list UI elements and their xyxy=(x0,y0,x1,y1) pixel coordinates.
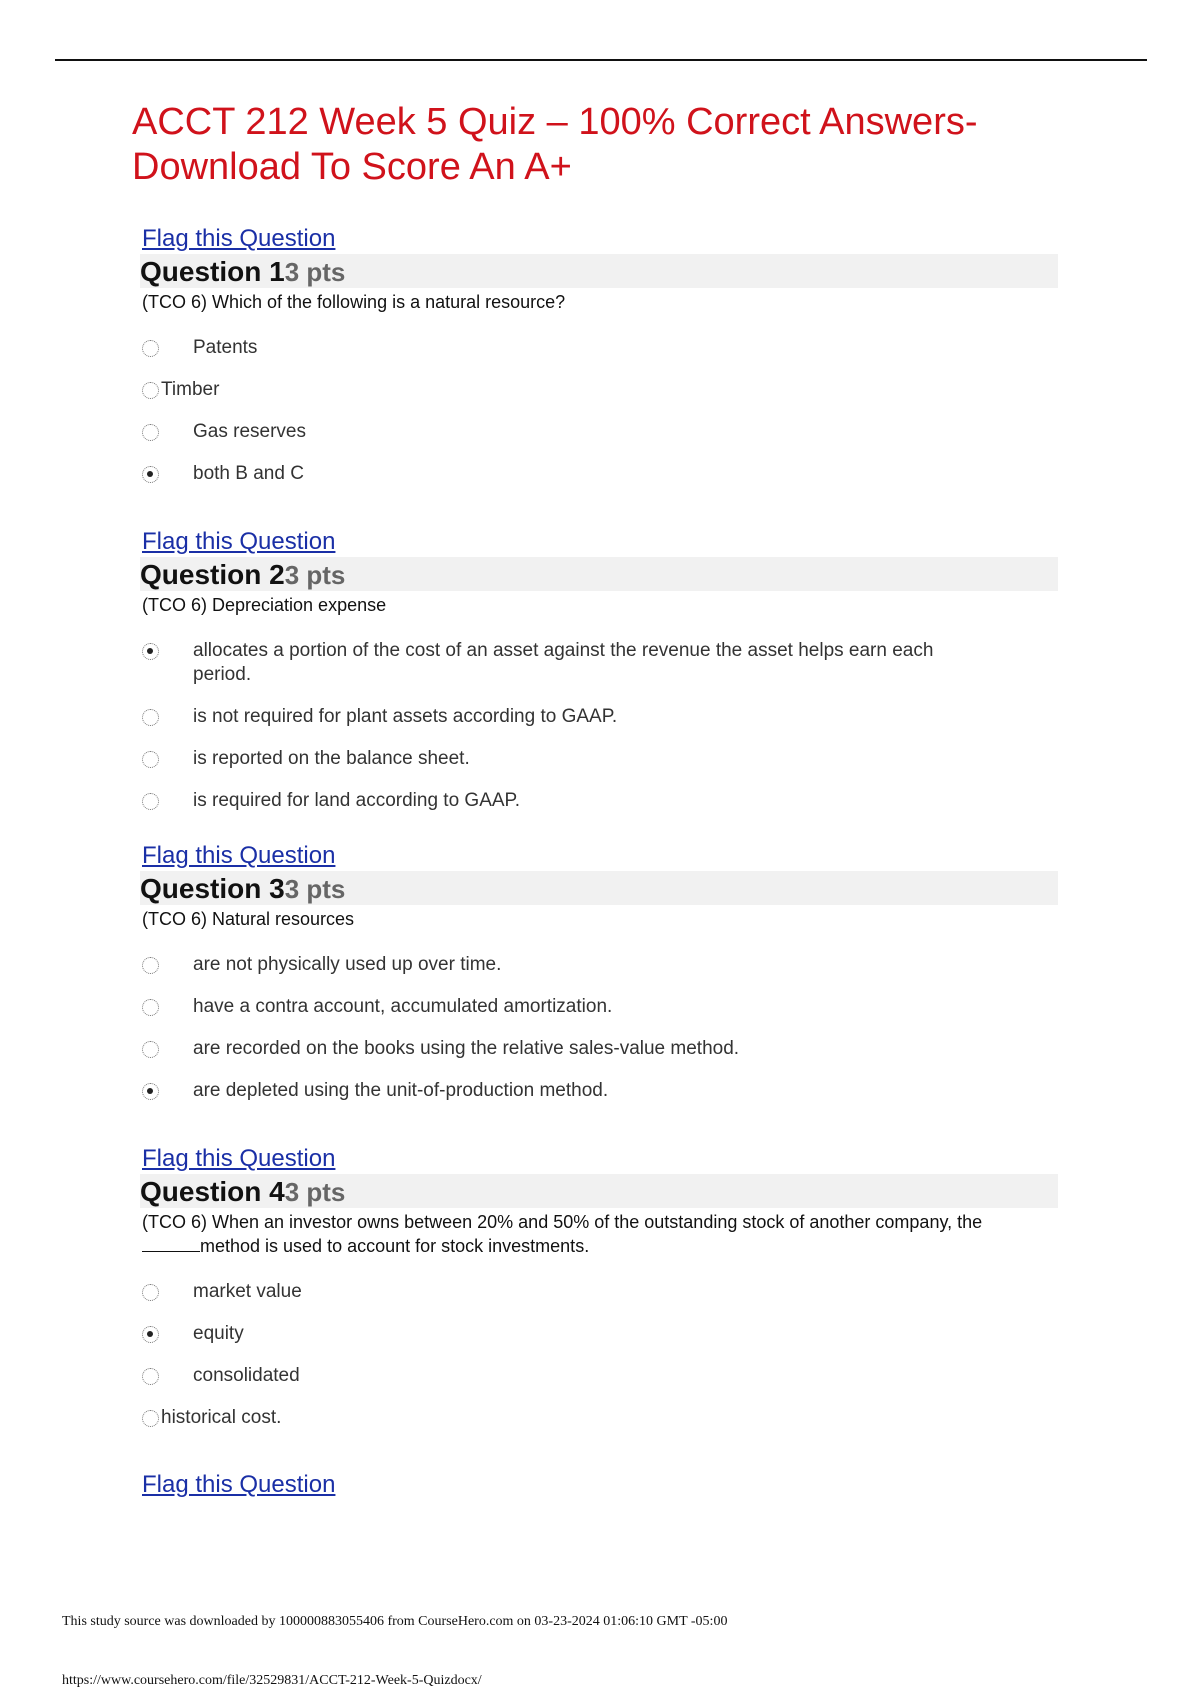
answer-option[interactable] xyxy=(142,336,1060,360)
answer-option[interactable] xyxy=(142,995,1060,1019)
question-block-3 xyxy=(142,841,1060,1121)
answer-option[interactable] xyxy=(142,639,1060,687)
top-rule xyxy=(55,59,1147,61)
answer-option[interactable] xyxy=(142,1079,1060,1103)
answer-options xyxy=(142,953,1060,1103)
answer-option-label: are recorded on the books using the relative sales-value method. xyxy=(193,1038,740,1059)
question-text-before-blank: (TCO 6) When an investor owns between 20% and 50% of the outstanding stock of another company, the xyxy=(142,1212,983,1232)
answer-option[interactable] xyxy=(142,1037,1060,1061)
answer-option-label: Gas reserves xyxy=(193,421,306,442)
answer-option[interactable] xyxy=(142,1364,1060,1388)
question-header xyxy=(140,557,1058,591)
question-points: 3 pts xyxy=(284,560,346,590)
question-points: 3 pts xyxy=(284,1177,346,1207)
radio-button[interactable] xyxy=(142,957,159,974)
radio-button-selected[interactable] xyxy=(142,643,159,660)
answer-option-label: are not physically used up over time. xyxy=(193,954,502,975)
question-text-after-blank: method is used to account for stock investments. xyxy=(200,1236,590,1256)
answer-option[interactable] xyxy=(142,1406,1060,1430)
flag-question-link[interactable]: Flag this Question xyxy=(142,528,336,555)
flag-question-link[interactable]: Flag this Question xyxy=(142,225,336,252)
answer-option-label: equity xyxy=(193,1323,244,1344)
answer-option[interactable] xyxy=(142,953,1060,977)
answer-option-label: are depleted using the unit-of-production method. xyxy=(193,1080,609,1101)
radio-button[interactable] xyxy=(142,1284,159,1301)
answer-option-label: historical cost. xyxy=(161,1407,282,1428)
answer-option[interactable] xyxy=(142,1322,1060,1346)
question-text: (TCO 6) Depreciation expense xyxy=(142,595,387,615)
radio-button[interactable] xyxy=(142,999,159,1016)
radio-button[interactable] xyxy=(142,340,159,357)
answer-option-label: is not required for plant assets according to GAAP. xyxy=(193,706,618,727)
question-block-2 xyxy=(142,527,1060,831)
flag-question-link[interactable]: Flag this Question xyxy=(142,842,336,869)
flag-question-link[interactable]: Flag this Question xyxy=(142,1145,336,1172)
question-block-1 xyxy=(142,224,1060,504)
question-points: 3 pts xyxy=(284,257,346,287)
radio-button[interactable] xyxy=(142,1041,159,1058)
answer-options xyxy=(142,639,1060,813)
radio-button[interactable] xyxy=(142,709,159,726)
flag-question-link[interactable]: Flag this Question xyxy=(142,1471,336,1498)
radio-button[interactable] xyxy=(142,1368,159,1385)
question-block-4 xyxy=(142,1144,1060,1448)
document-title: ACCT 212 Week 5 Quiz – 100% Correct Answers- Download To Score An A+ xyxy=(132,101,978,188)
answer-option[interactable] xyxy=(142,462,1060,486)
radio-button[interactable] xyxy=(142,424,159,441)
question-points: 3 pts xyxy=(284,874,346,904)
question-text xyxy=(142,1210,1060,1258)
answer-option-label: Patents xyxy=(193,337,258,358)
question-label: Question 1 xyxy=(140,256,285,287)
footer-source-note: This study source was downloaded by 100000883055406 from CourseHero.com on 03-23-2024 01:06:10 GMT -05:00 xyxy=(62,1614,728,1629)
question-label: Question 3 xyxy=(140,873,285,904)
answer-option[interactable] xyxy=(142,705,1060,729)
radio-button-selected[interactable] xyxy=(142,1083,159,1100)
question-text: (TCO 6) Natural resources xyxy=(142,909,355,929)
footer-url[interactable]: https://www.coursehero.com/file/32529831/ACCT-212-Week-5-Quizdocx/ xyxy=(62,1673,482,1688)
answer-options xyxy=(142,336,1060,486)
question-label: Question 2 xyxy=(140,559,285,590)
answer-option-label: both B and C xyxy=(193,463,304,484)
trailing-flag-block xyxy=(142,1470,1060,1500)
answer-option[interactable] xyxy=(142,378,1060,402)
answer-option-label: allocates a portion of the cost of an asset against the revenue the asset helps earn each period. xyxy=(193,640,934,685)
answer-option[interactable] xyxy=(142,1280,1060,1304)
radio-button-selected[interactable] xyxy=(142,1326,159,1343)
radio-button[interactable] xyxy=(142,793,159,810)
answer-option-label: consolidated xyxy=(193,1365,300,1386)
answer-option-label: Timber xyxy=(161,379,220,400)
answer-blank xyxy=(142,1251,200,1252)
answer-option-label: market value xyxy=(193,1281,302,1302)
answer-option[interactable] xyxy=(142,789,1060,813)
radio-button[interactable] xyxy=(142,1410,159,1427)
radio-button[interactable] xyxy=(142,751,159,768)
answer-option-label: have a contra account, accumulated amortization. xyxy=(193,996,613,1017)
question-header xyxy=(140,1174,1058,1208)
question-text: (TCO 6) Which of the following is a natural resource? xyxy=(142,292,566,312)
question-header xyxy=(140,871,1058,905)
answer-option[interactable] xyxy=(142,747,1060,771)
radio-button[interactable] xyxy=(142,382,159,399)
question-label: Question 4 xyxy=(140,1176,285,1207)
answer-option-label: is reported on the balance sheet. xyxy=(193,748,470,769)
question-header xyxy=(140,254,1058,288)
radio-button-selected[interactable] xyxy=(142,466,159,483)
answer-options xyxy=(142,1280,1060,1430)
answer-option[interactable] xyxy=(142,420,1060,444)
answer-option-label: is required for land according to GAAP. xyxy=(193,790,521,811)
